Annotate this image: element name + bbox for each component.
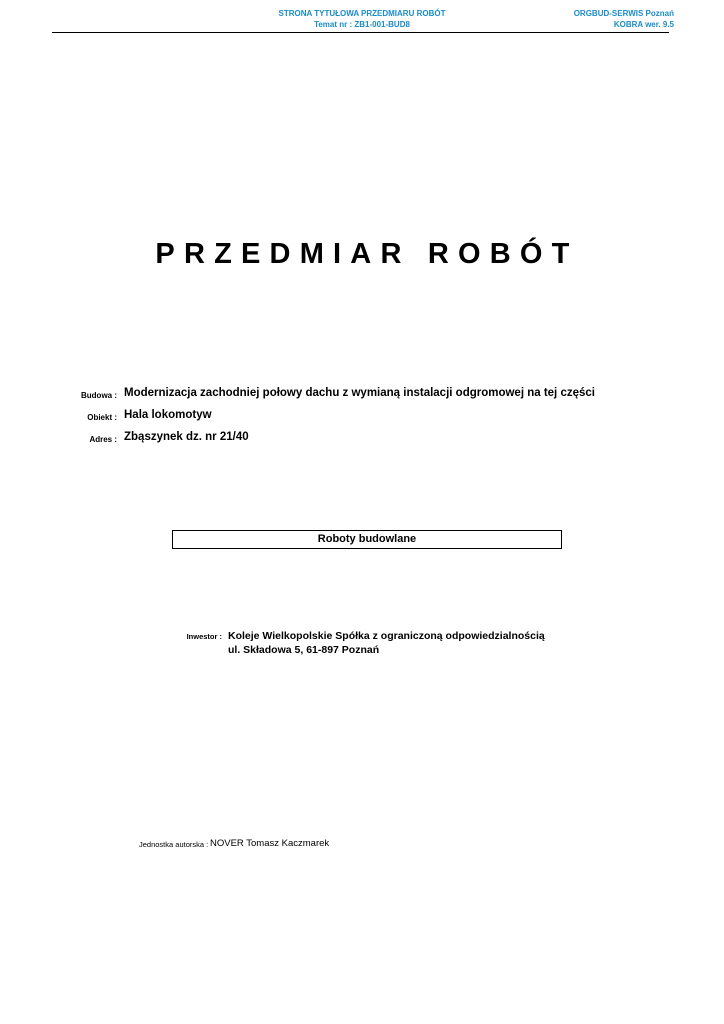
- investor-name: Koleje Wielkopolskie Spółka z ograniczoną odpowiedzialnością: [228, 630, 545, 642]
- header-title: STRONA TYTUŁOWA PRZEDMIARU ROBÓT: [278, 9, 446, 18]
- author-label: Jednostka autorska :: [139, 840, 209, 849]
- header-topic-number: Temat nr : ZB1-001-BUD8: [314, 20, 410, 29]
- adres-value: Zbąszynek dz. nr 21/40: [124, 431, 249, 443]
- header-divider: [52, 32, 669, 33]
- header-company: ORGBUD-SERWIS Poznań: [573, 9, 674, 18]
- budowa-label: Budowa :: [81, 391, 117, 400]
- header-software-version: KOBRA wer. 9.5: [613, 20, 674, 29]
- obiekt-label: Obiekt :: [87, 413, 117, 422]
- author-value: NOVER Tomasz Kaczmarek: [210, 838, 330, 849]
- investor-label: Inwestor :: [186, 632, 222, 641]
- document-title: PRZEDMIAR ROBÓT: [155, 238, 579, 270]
- adres-label: Adres :: [89, 435, 117, 444]
- works-type-box: Roboty budowlane: [172, 530, 562, 549]
- investor-address: ul. Składowa 5, 61-897 Poznań: [228, 644, 380, 656]
- obiekt-value: Hala lokomotyw: [124, 409, 212, 421]
- budowa-value: Modernizacja zachodniej połowy dachu z wymianą instalacji odgromowej na tej części: [124, 387, 595, 399]
